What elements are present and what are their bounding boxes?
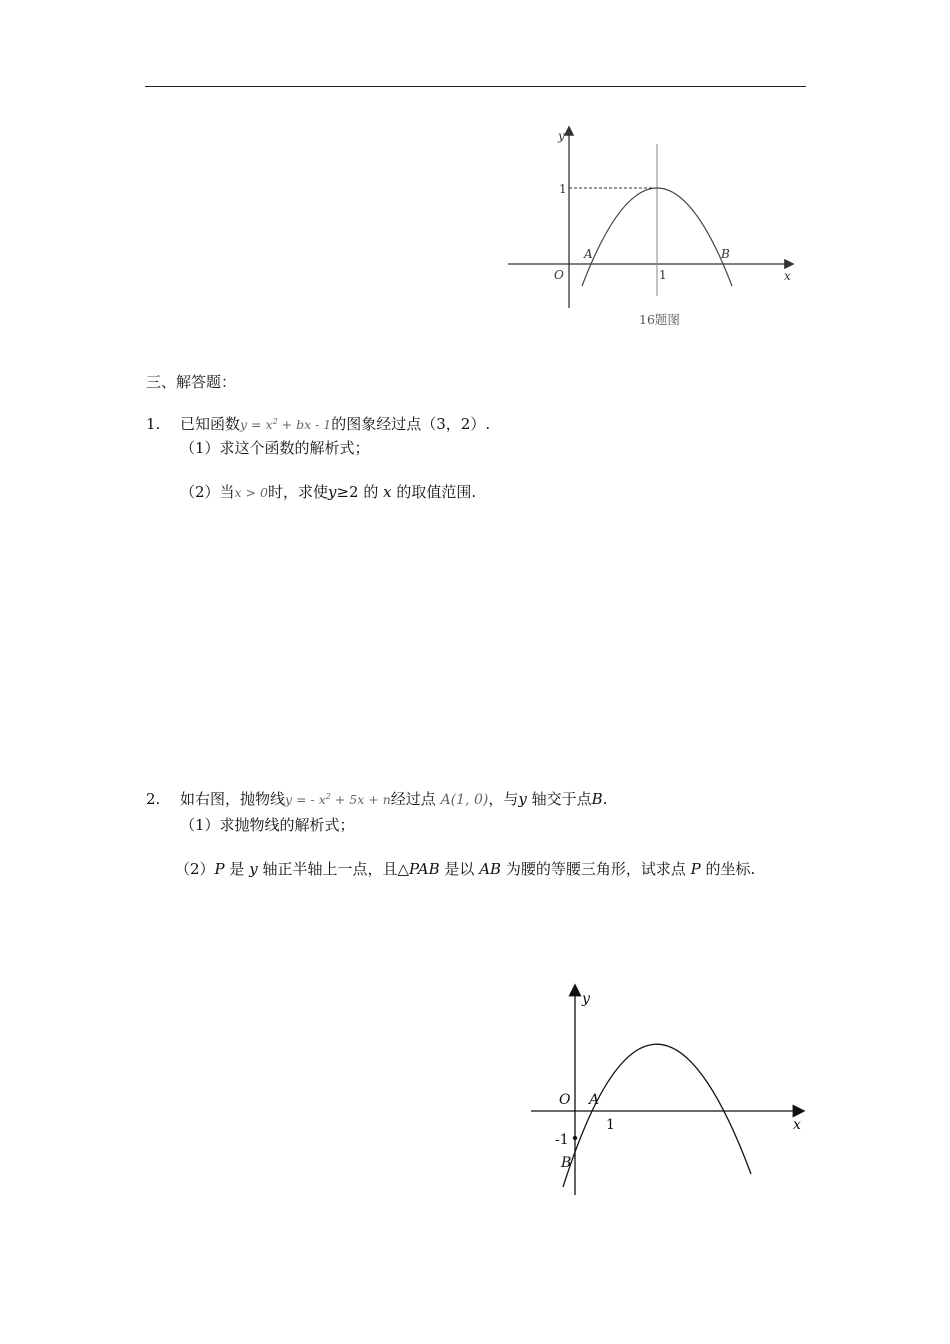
q1-lead: 已知函数 [180,415,241,433]
figure-caption: 16题图 [639,312,680,327]
point-b-label: B [721,247,730,261]
q1-part2: （2）当x > 0时，求使y≥2 的 x 的取值范围. [180,483,477,501]
origin-label: O [554,268,564,282]
x-one-label: 1 [606,1117,615,1133]
section-title: 三、解答题： [146,373,237,391]
y-label: y [558,129,565,143]
q2-stem: 2. 如右图，抛物线y = - $x^2 + 5x + n$经过点 A(1, 0)，与y 轴交于点B. [146,790,608,808]
q1-part1: （1）求这个函数的解析式； [180,439,370,457]
header-rule [145,86,806,87]
x-one-label: 1 [659,268,667,282]
figure-q2 [525,980,815,1205]
q1-number: 1. [146,415,161,433]
q1-stem [146,414,490,435]
point-a-label: A [589,1092,600,1108]
y-one-label: 1 [559,182,567,196]
q2-part2: （2）P 是 y 轴正半轴上一点，且△PAB 是以 AB 为腰的等腰三角形，试求点 P 的坐标. [175,860,756,878]
y-label: y [582,991,590,1007]
x-label: x [793,1117,801,1133]
x-label: x [784,269,791,283]
point-neg1 [573,1136,577,1140]
point-b-label: B [561,1155,572,1171]
q2-part1: （1）求抛物线的解析式； [180,816,355,834]
q2-formula: y = - $x^2 + 5x + n$ [285,791,391,807]
figure-16 [500,120,800,335]
figure-q2-graph [525,980,815,1205]
origin-label: O [559,1092,571,1108]
point-a-label: A [584,247,593,261]
q1-tail: 的图象经过点（3，2）. [331,415,491,433]
parabola [563,1044,751,1187]
y-neg1-label: -1 [555,1132,569,1148]
figure-16-graph [500,120,800,335]
q2-number: 2. [146,790,161,808]
q1-formula: $y = x^2$ + bx - 1 [240,416,332,432]
